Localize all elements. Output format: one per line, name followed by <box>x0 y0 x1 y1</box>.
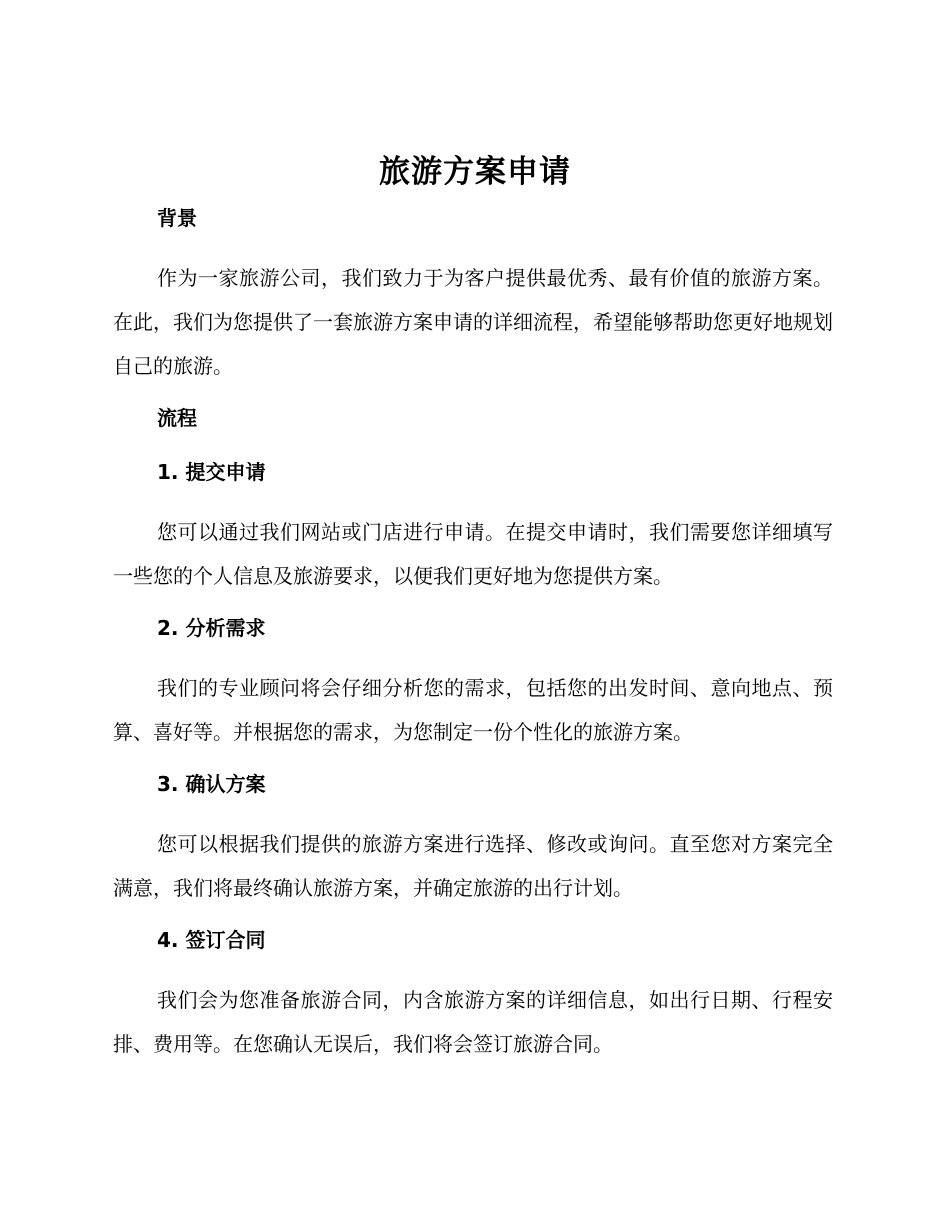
step-heading-2: 2. 分析需求 <box>157 616 266 640</box>
step-heading-4: 4. 签订合同 <box>157 928 266 952</box>
step-paragraph-3: 您可以根据我们提供的旅游方案进行选择、修改或询问。直至您对方案完全满意，我们将最终确认旅游方案，并确定旅游的出行计划。 <box>113 832 833 900</box>
step-paragraph-2: 我们的专业顾问将会仔细分析您的需求，包括您的出发时间、意向地点、预算、喜好等。并根据您的需求，为您制定一份个性化的旅游方案。 <box>113 676 833 744</box>
section-heading-background: 背景 <box>157 206 197 230</box>
step-heading-3: 3. 确认方案 <box>157 772 266 796</box>
step-paragraph-4: 我们会为您准备旅游合同，内含旅游方案的详细信息，如出行日期、行程安排、费用等。在您确认无误后，我们将会签订旅游合同。 <box>113 988 833 1056</box>
section-heading-process: 流程 <box>157 406 197 430</box>
background-paragraph: 作为一家旅游公司，我们致力于为客户提供最优秀、最有价值的旅游方案。在此，我们为您提供了一套旅游方案申请的详细流程，希望能够帮助您更好地规划自己的旅游。 <box>113 266 833 378</box>
document-body <box>113 202 833 1066</box>
step-paragraph-1: 您可以通过我们网站或门店进行申请。在提交申请时，我们需要您详细填写一些您的个人信息及旅游要求，以便我们更好地为您提供方案。 <box>113 520 833 588</box>
document-title: 旅游方案申请 <box>379 154 571 190</box>
step-heading-1: 1. 提交申请 <box>157 460 266 484</box>
